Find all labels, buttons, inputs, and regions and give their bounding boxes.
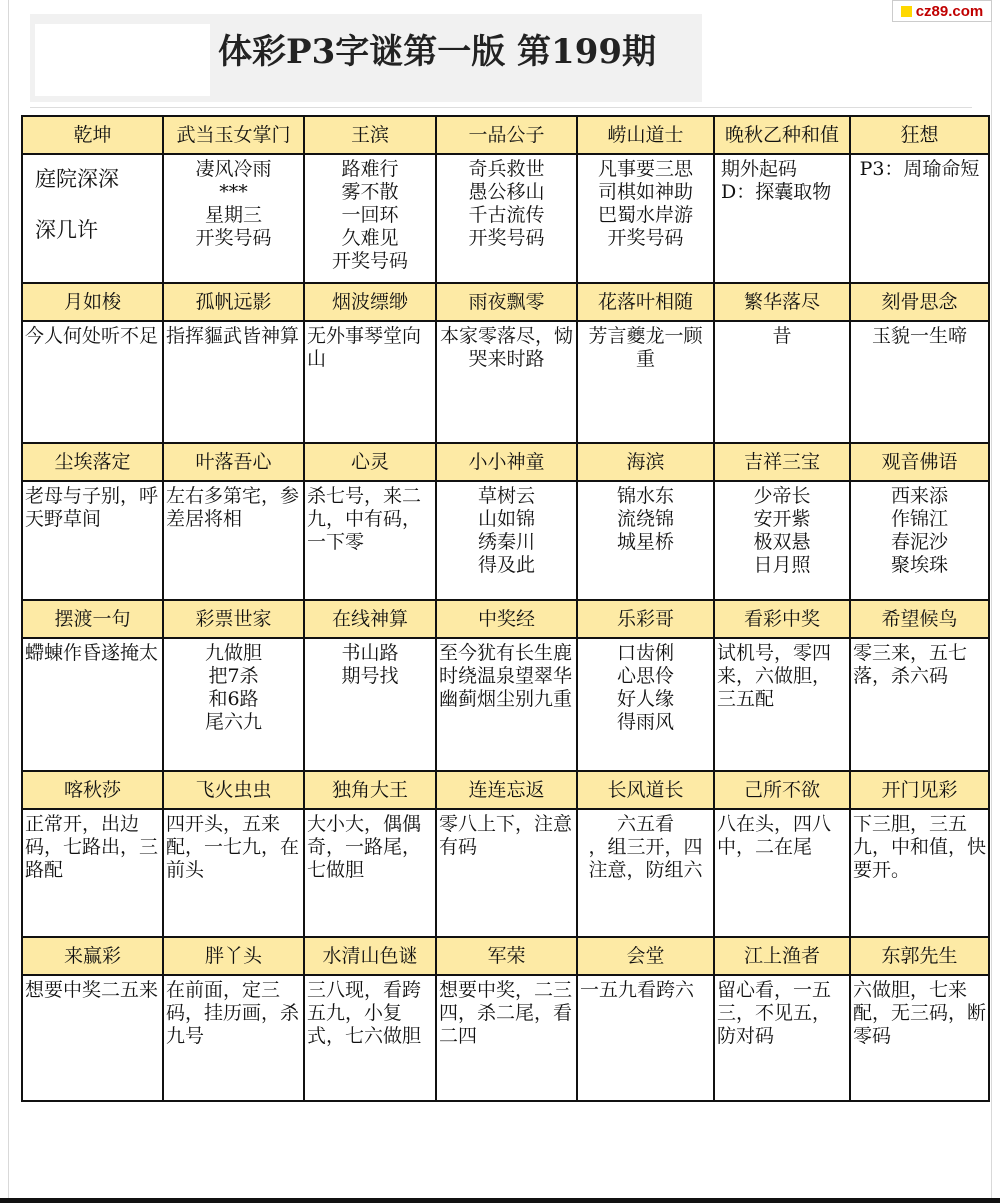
column-header: 花落叶相随 — [577, 283, 714, 321]
title-blank-box — [35, 24, 210, 96]
riddle-line: 昔 — [772, 325, 792, 347]
page-title: 体彩P3字谜第一版 第199期 — [218, 32, 657, 72]
riddle-line: 至今犹有长生鹿时绕温泉望翠华幽蓟烟尘别九重 — [439, 642, 573, 710]
riddle-line: 星期三 — [204, 204, 262, 226]
riddle-line: 老母与子别，呼天野草间 — [25, 485, 159, 530]
riddle-cell — [577, 481, 714, 600]
riddle-line: 把7杀 — [208, 665, 259, 687]
riddle-line: 安开紫 — [753, 508, 811, 530]
riddle-line: 城星桥 — [616, 531, 674, 553]
column-header: 观音佛语 — [850, 443, 989, 481]
column-header: 海滨 — [577, 443, 714, 481]
riddle-line: 芳言夔龙一顾重 — [588, 325, 703, 370]
riddle-line: 少帝长 — [753, 485, 811, 507]
riddle-line: 零八上下，注意有码 — [439, 813, 573, 858]
riddle-line: 久难见 — [341, 227, 399, 249]
riddle-cell — [436, 809, 577, 937]
riddle-line: 期外起码 — [721, 158, 798, 180]
column-header: 小小神童 — [436, 443, 577, 481]
riddle-line: 四开头，五来配，一七九，在前头 — [166, 813, 300, 881]
riddle-line: 雾不散 — [341, 181, 399, 203]
column-header: 飞火虫虫 — [163, 771, 304, 809]
riddle-cell — [163, 321, 304, 443]
riddle-cell — [22, 975, 163, 1101]
riddle-cell — [304, 975, 436, 1101]
column-header: 晚秋乙种和值 — [714, 116, 850, 154]
riddle-line: 留心看，一五三，不见五，防对码 — [717, 979, 832, 1047]
riddle-line: 庭院深深 — [35, 167, 119, 191]
column-header: 长风道长 — [577, 771, 714, 809]
site-logo-icon — [901, 6, 912, 17]
riddle-line: 一回环 — [341, 204, 399, 226]
riddle-cell — [850, 809, 989, 937]
riddle-line: 左右多第宅，参差居将相 — [166, 485, 300, 530]
riddle-line: 想要中奖，二三四，杀二尾，看二四 — [439, 979, 573, 1047]
content-row — [22, 638, 989, 771]
column-header: 来赢彩 — [22, 937, 163, 975]
riddle-line: 凄风冷雨 — [195, 158, 272, 180]
riddle-line: 草树云 — [477, 485, 535, 507]
riddle-line: 想要中奖二五来 — [25, 979, 159, 1001]
riddle-line: 在前面，定三码，挂历画，杀九号 — [166, 979, 300, 1047]
riddle-line: 今人何处听不足 — [25, 325, 159, 347]
riddle-cell — [436, 321, 577, 443]
riddle-cell — [163, 154, 304, 283]
column-header: 希望候鸟 — [850, 600, 989, 638]
riddle-cell — [714, 481, 850, 600]
riddle-cell — [714, 975, 850, 1101]
riddle-cell — [304, 809, 436, 937]
riddle-cell — [436, 975, 577, 1101]
column-header: 连连忘返 — [436, 771, 577, 809]
header-row — [22, 600, 989, 638]
riddle-cell — [850, 975, 989, 1101]
riddle-cell — [714, 321, 850, 443]
riddle-cell — [163, 809, 304, 937]
riddle-line: 巴蜀水岸游 — [597, 204, 693, 226]
column-header: 烟波缥缈 — [304, 283, 436, 321]
riddle-line: 六做胆，七来配，无三码，断零码 — [853, 979, 987, 1047]
riddle-line: 螮蝀作昏遂掩太 — [25, 642, 159, 664]
riddle-line — [35, 194, 160, 216]
column-header: 中奖经 — [436, 600, 577, 638]
riddle-line: 指挥貙武皆神算 — [166, 325, 300, 347]
riddle-line: 零三来，五七落，杀六码 — [853, 642, 968, 687]
header-row — [22, 937, 989, 975]
column-header: 东郭先生 — [850, 937, 989, 975]
column-header: 武当玉女掌门 — [163, 116, 304, 154]
riddle-cell — [577, 809, 714, 937]
riddle-line: D：探囊取物 — [721, 181, 832, 203]
riddle-line: 正常开，出边码，七路出，三路配 — [25, 813, 159, 881]
header-row — [22, 443, 989, 481]
riddle-line: 得及此 — [477, 554, 535, 576]
riddle-line: *** — [219, 181, 248, 203]
riddle-cell — [163, 481, 304, 600]
riddle-line: 六五看 — [616, 813, 674, 835]
riddle-line: 试机号，零四来，六做胆，三五配 — [717, 642, 832, 710]
column-header: 雨夜飘零 — [436, 283, 577, 321]
riddle-line: 开奖号码 — [331, 250, 408, 272]
column-header: 摆渡一句 — [22, 600, 163, 638]
column-header: 会堂 — [577, 937, 714, 975]
riddle-line: 千古流传 — [468, 204, 545, 226]
column-header: 叶落吾心 — [163, 443, 304, 481]
column-header: 江上渔者 — [714, 937, 850, 975]
column-header: 一品公子 — [436, 116, 577, 154]
riddle-line: 奇兵救世 — [468, 158, 545, 180]
riddle-line: 一五九看跨六 — [580, 979, 695, 1001]
column-header: 刻骨思念 — [850, 283, 989, 321]
riddle-line: 愚公移山 — [468, 181, 545, 203]
riddle-line: 书山路 — [341, 642, 399, 664]
content-row — [22, 975, 989, 1101]
riddle-line: ，组三开，四注意，防组六 — [588, 836, 703, 881]
site-watermark[interactable] — [892, 0, 992, 22]
riddle-line: 和6路 — [208, 688, 259, 710]
riddle-cell — [22, 638, 163, 771]
riddle-line: 尾六九 — [204, 711, 262, 733]
site-watermark-text: cz89.com — [915, 2, 984, 20]
riddle-cell — [163, 975, 304, 1101]
riddle-cell — [22, 321, 163, 443]
riddle-line: P3：周瑜命短 — [859, 158, 980, 180]
column-header: 喀秋莎 — [22, 771, 163, 809]
riddle-cell — [304, 154, 436, 283]
riddle-cell — [577, 154, 714, 283]
riddle-line: 锦水东 — [616, 485, 674, 507]
riddle-cell — [22, 481, 163, 600]
column-header: 看彩中奖 — [714, 600, 850, 638]
column-header: 开门见彩 — [850, 771, 989, 809]
riddle-cell — [436, 481, 577, 600]
column-header: 王滨 — [304, 116, 436, 154]
riddle-cell — [850, 321, 989, 443]
riddle-line: 大小大，偶偶奇，一路尾，七做胆 — [307, 813, 422, 881]
riddle-line: 司棋如神助 — [597, 181, 693, 203]
column-header: 尘埃落定 — [22, 443, 163, 481]
riddle-line: 深几许 — [35, 218, 98, 242]
riddle-line: 心思伶 — [616, 665, 674, 687]
content-row — [22, 154, 989, 283]
riddle-line: 西来添 — [890, 485, 948, 507]
riddle-line: 杀七号，来二九，中有码，一下零 — [307, 485, 422, 553]
content-row — [22, 809, 989, 937]
column-header: 水清山色谜 — [304, 937, 436, 975]
riddle-cell — [22, 809, 163, 937]
column-header: 军荣 — [436, 937, 577, 975]
riddle-cell — [304, 638, 436, 771]
riddle-line: 期号找 — [341, 665, 399, 687]
riddle-line: 开奖号码 — [607, 227, 684, 249]
riddle-cell — [714, 809, 850, 937]
riddle-cell — [850, 638, 989, 771]
riddle-line: 口齿俐 — [616, 642, 674, 664]
riddle-cell — [850, 154, 989, 283]
riddle-line: 无外事琴堂向山 — [307, 325, 422, 370]
column-header: 吉祥三宝 — [714, 443, 850, 481]
column-header: 乐彩哥 — [577, 600, 714, 638]
riddle-line: 本家零落尽，恸哭来时路 — [439, 325, 573, 370]
riddle-line: 好人缘 — [616, 688, 674, 710]
column-header: 在线神算 — [304, 600, 436, 638]
content-row — [22, 481, 989, 600]
riddle-line: 凡事要三思 — [597, 158, 693, 180]
column-header: 崂山道士 — [577, 116, 714, 154]
riddle-line: 日月照 — [753, 554, 811, 576]
riddle-cell — [850, 481, 989, 600]
riddle-cell — [436, 638, 577, 771]
riddle-line: 下三胆，三五九，中和值，快要开。 — [853, 813, 987, 881]
riddle-cell — [577, 638, 714, 771]
riddle-cell — [436, 154, 577, 283]
riddle-line: 开奖号码 — [195, 227, 272, 249]
title-divider — [30, 107, 972, 108]
riddle-line: 聚埃珠 — [890, 554, 948, 576]
riddle-line: 九做胆 — [204, 642, 262, 664]
riddle-cell — [577, 975, 714, 1101]
riddle-line: 春泥沙 — [890, 531, 948, 553]
column-header: 繁华落尽 — [714, 283, 850, 321]
content-row — [22, 321, 989, 443]
riddle-line: 开奖号码 — [468, 227, 545, 249]
riddle-line: 八在头，四八中，二在尾 — [717, 813, 832, 858]
riddle-line: 流绕锦 — [616, 508, 674, 530]
riddle-line: 路难行 — [341, 158, 399, 180]
riddle-table — [21, 115, 990, 1102]
column-header: 乾坤 — [22, 116, 163, 154]
header-row — [22, 283, 989, 321]
column-header: 彩票世家 — [163, 600, 304, 638]
column-header: 独角大王 — [304, 771, 436, 809]
header-row — [22, 116, 989, 154]
riddle-cell — [714, 154, 850, 283]
column-header: 胖丫头 — [163, 937, 304, 975]
column-header: 孤帆远影 — [163, 283, 304, 321]
column-header: 心灵 — [304, 443, 436, 481]
riddle-cell — [577, 321, 714, 443]
riddle-cell — [163, 638, 304, 771]
riddle-line: 得雨风 — [616, 711, 674, 733]
riddle-line: 绣秦川 — [477, 531, 535, 553]
riddle-line: 极双悬 — [753, 531, 811, 553]
column-header: 己所不欲 — [714, 771, 850, 809]
riddle-cell — [22, 154, 163, 283]
bottom-border — [0, 1198, 1000, 1203]
riddle-cell — [304, 481, 436, 600]
riddle-line: 玉貌一生啼 — [871, 325, 967, 347]
riddle-line: 三八现，看跨五九，小复式，七六做胆 — [307, 979, 422, 1047]
riddle-line: 山如锦 — [477, 508, 535, 530]
riddle-cell — [714, 638, 850, 771]
header-row — [22, 771, 989, 809]
riddle-line: 作锦江 — [890, 508, 948, 530]
riddle-cell — [304, 321, 436, 443]
column-header: 月如梭 — [22, 283, 163, 321]
column-header: 狂想 — [850, 116, 989, 154]
